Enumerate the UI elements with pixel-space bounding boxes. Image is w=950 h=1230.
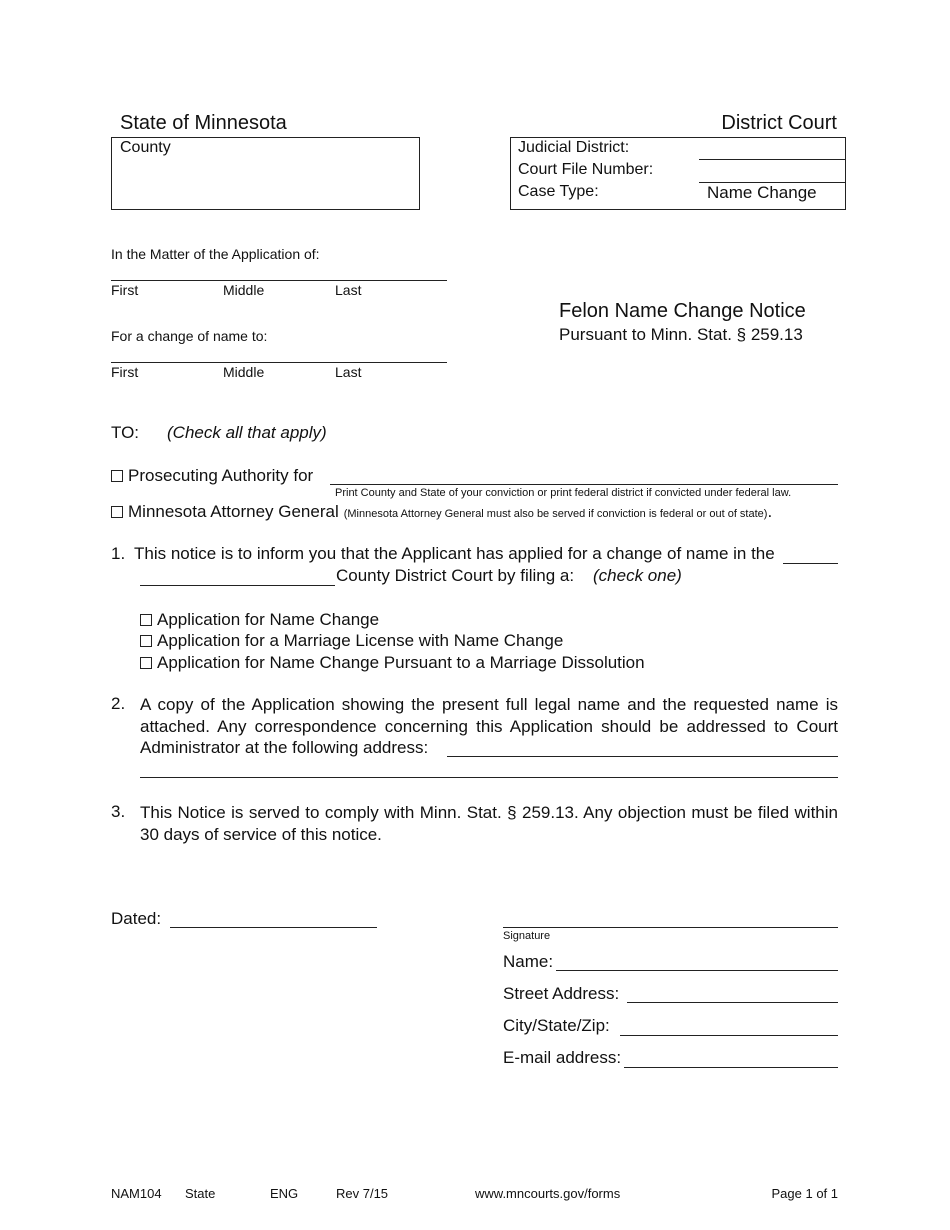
prosecuting-authority-option[interactable]: [111, 466, 313, 486]
prosecuting-checkbox[interactable]: [111, 470, 123, 482]
option-dissolution[interactable]: [140, 653, 645, 673]
prosecuting-hint: Print County and State of your conviction or print federal district if convicted under federal law.: [335, 487, 792, 499]
dated-field[interactable]: [170, 927, 377, 928]
name-label: Name:: [503, 952, 554, 971]
item1-check-one: (check one): [593, 566, 682, 585]
check-all-note: (Check all that apply): [167, 423, 327, 442]
email-field[interactable]: [624, 1067, 838, 1068]
judicial-district-field[interactable]: [699, 159, 846, 160]
case-type-value: Name Change: [707, 183, 817, 202]
option-dissolution-label: Application for Name Change Pursuant to a Marriage Dissolution: [157, 653, 645, 672]
footer-state: State: [185, 1186, 216, 1201]
item1-county-field-b[interactable]: [140, 585, 335, 586]
footer-url[interactable]: www.mncourts.gov/forms: [475, 1186, 621, 1201]
option-name-change[interactable]: [140, 610, 379, 630]
form-title: Felon Name Change Notice: [559, 300, 806, 322]
item2-number: 2.: [111, 694, 126, 713]
change-of-name-label: For a change of name to:: [111, 328, 268, 344]
footer-page: Page 1 of 1: [771, 1186, 838, 1201]
footer-lang: ENG: [270, 1186, 299, 1201]
to-label: TO:: [111, 423, 140, 442]
middle-label-2: Middle: [223, 364, 265, 380]
email-label: E-mail address:: [503, 1048, 622, 1067]
court-file-number-label: Court File Number:: [518, 161, 654, 178]
form-subtitle: Pursuant to Minn. Stat. § 259.13: [559, 325, 803, 344]
option-name-change-checkbox[interactable]: [140, 614, 152, 626]
option-marriage-license-label: Application for a Marriage License with Name Change: [157, 631, 564, 650]
attorney-general-option[interactable]: [111, 502, 772, 522]
county-box[interactable]: [111, 137, 420, 210]
dated-label: Dated:: [111, 909, 162, 928]
street-address-label: Street Address:: [503, 984, 620, 1003]
signature-field[interactable]: [503, 927, 838, 928]
attorney-general-note: (Minnesota Attorney General must also be served if conviction is federal or out of state): [343, 508, 768, 520]
item1-number: 1.: [111, 544, 126, 563]
last-label-2: Last: [335, 364, 362, 380]
last-label: Last: [335, 282, 362, 298]
application-of-label: In the Matter of the Application of:: [111, 246, 320, 262]
item2-text: A copy of the Application showing the present full legal name and the requested name is attached. Any correspondence concerning this Application should be addressed to Court Administrator at the following address:: [140, 695, 838, 757]
case-type-label: Case Type:: [518, 183, 599, 200]
option-marriage-license-checkbox[interactable]: [140, 635, 152, 647]
prosecuting-county-field[interactable]: [330, 484, 838, 485]
city-state-zip-field[interactable]: [620, 1035, 838, 1036]
applicant-name-field[interactable]: [111, 280, 447, 281]
middle-label: Middle: [223, 282, 265, 298]
new-name-field[interactable]: [111, 362, 447, 363]
judicial-district-label: Judicial District:: [518, 139, 630, 156]
name-field[interactable]: [556, 970, 838, 971]
state-heading: State of Minnesota: [120, 112, 287, 134]
option-marriage-license[interactable]: [140, 631, 563, 651]
court-address-field-2[interactable]: [140, 777, 838, 778]
court-address-field-1[interactable]: [447, 756, 838, 757]
case-info-box: [510, 137, 846, 210]
attorney-general-checkbox[interactable]: [111, 506, 123, 518]
item1-text-2: County District Court by filing a:: [336, 566, 575, 585]
street-address-field[interactable]: [627, 1002, 838, 1003]
option-dissolution-checkbox[interactable]: [140, 657, 152, 669]
item1-text: This notice is to inform you that the Applicant has applied for a change of name in the: [134, 544, 775, 563]
attorney-general-period: .: [767, 502, 773, 521]
court-heading: District Court: [721, 112, 837, 134]
city-state-zip-label: City/State/Zip:: [503, 1016, 610, 1035]
county-label: County: [120, 139, 171, 156]
first-label-2: First: [111, 364, 139, 380]
footer-form-code: NAM104: [111, 1186, 162, 1201]
footer-rev: Rev 7/15: [336, 1186, 389, 1201]
option-name-change-label: Application for Name Change: [157, 610, 380, 629]
attorney-general-label: Minnesota Attorney General: [128, 502, 339, 521]
item1-county-field-a[interactable]: [783, 563, 838, 564]
signature-label: Signature: [503, 930, 551, 942]
first-label: First: [111, 282, 139, 298]
item3-text: This Notice is served to comply with Minn. Stat. § 259.13. Any objection must be filed within 30 days of service of this notice.: [140, 803, 838, 844]
prosecuting-label: Prosecuting Authority for: [128, 466, 314, 485]
item3-number: 3.: [111, 802, 126, 821]
